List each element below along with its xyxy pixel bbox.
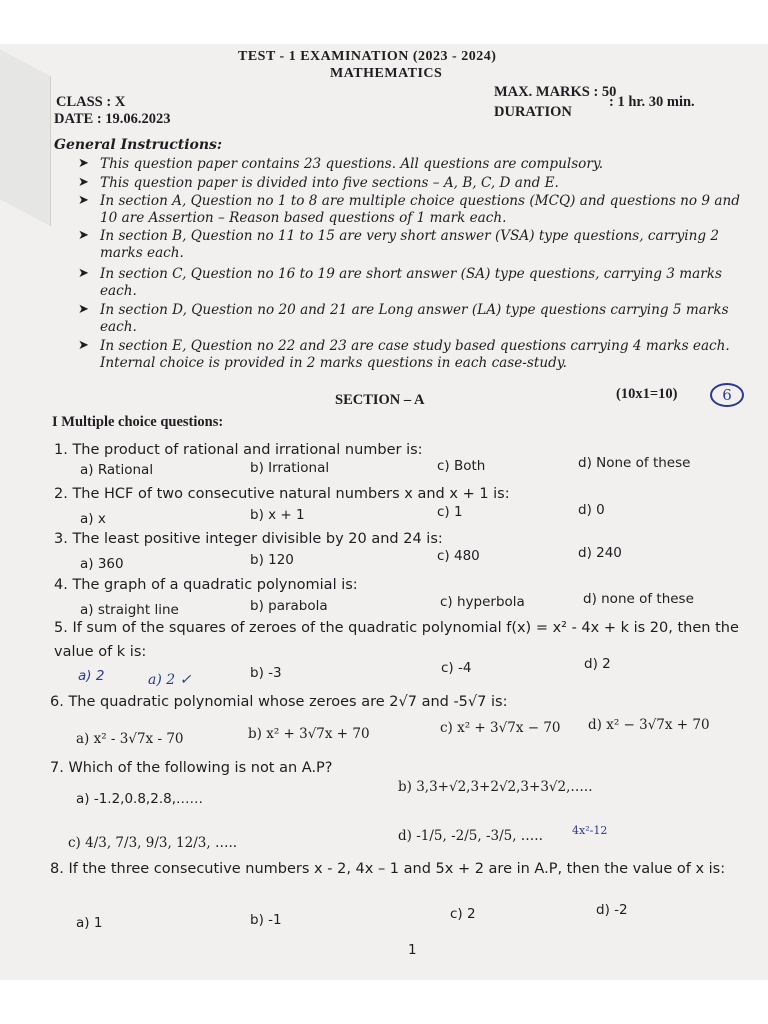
q2-option-d: d) 0 (578, 502, 605, 518)
instruction-item: ➤ In section C, Question no 16 to 19 are short answer (SA) type questions, carrying 3 marks each. (78, 266, 722, 299)
question-3: 3. The least positive integer divisible by 20 and 24 is: (54, 531, 443, 547)
arrow-icon: ➤ (78, 302, 89, 317)
subject-title: MATHEMATICS (330, 66, 443, 81)
q2-option-c: c) 1 (437, 504, 463, 520)
q3-option-c: c) 480 (437, 548, 480, 564)
q7-option-d: d) -1/5, -2/5, -3/5, ….. (398, 828, 543, 844)
class-label: CLASS : X (56, 94, 126, 110)
instruction-item: ➤ This question paper is divided into five sections – A, B, C, D and E. (78, 175, 559, 191)
q1-option-a: a) Rational (80, 462, 154, 478)
q4-option-b: b) parabola (250, 598, 328, 614)
q2-option-a: a) x (80, 511, 106, 527)
exam-title: TEST - 1 EXAMINATION (2023 - 2024) (238, 49, 497, 64)
instruction-item: ➤ In section B, Question no 11 to 15 are very short answer (VSA) type questions, carrying 2 marks each. (78, 228, 720, 261)
q7-option-c: c) 4/3, 7/3, 9/3, 12/3, ….. (68, 835, 238, 851)
q3-option-b: b) 120 (250, 552, 294, 568)
part-heading: I Multiple choice questions: (52, 414, 224, 430)
arrow-icon: ➤ (78, 175, 89, 190)
question-8: 8. If the three consecutive numbers x - 2, 4x – 1 and 5x + 2 are in A.P, then the value of x is: (50, 861, 726, 877)
instruction-item: ➤ This question paper contains 23 questions. All questions are compulsory. (78, 156, 604, 172)
arrow-icon: ➤ (78, 193, 89, 208)
q8-option-d: d) -2 (596, 902, 628, 918)
instructions-heading: General Instructions: (54, 137, 223, 153)
q1-option-b: b) Irrational (250, 460, 330, 476)
instruction-item: ➤ In section A, Question no 1 to 8 are multiple choice questions (MCQ) and questions no 9 and 10 are Assertion – Reason based questions of 1 mark each. (78, 193, 740, 226)
q4-option-c: c) hyperbola (440, 594, 525, 610)
q2-option-b: b) x + 1 (250, 507, 305, 523)
question-6: 6. The quadratic polynomial whose zeroes are 2√7 and -5√7 is: (50, 694, 508, 710)
q6-option-a: a) x² - 3√7x - 70 (76, 731, 184, 747)
q3-option-a: a) 360 (80, 556, 124, 572)
question-4: 4. The graph of a quadratic polynomial is: (54, 577, 358, 593)
q4-option-a: a) straight line (80, 602, 179, 618)
q8-option-b: b) -1 (250, 912, 282, 928)
date-label: DATE : 19.06.2023 (54, 111, 171, 127)
q4-option-d: d) none of these (583, 591, 694, 607)
question-7: 7. Which of the following is not an A.P? (50, 760, 333, 776)
q5-option-b: b) -3 (250, 665, 282, 681)
duration-value: : 1 hr. 30 min. (609, 94, 695, 110)
q6-option-c: c) x² + 3√7x − 70 (440, 720, 561, 736)
q8-option-c: c) 2 (450, 906, 476, 922)
question-2: 2. The HCF of two consecutive natural numbers x and x + 1 is: (54, 486, 510, 502)
max-marks: MAX. MARKS : 50 (494, 84, 617, 100)
q6-option-b: b) x² + 3√7x + 70 (248, 726, 370, 742)
instruction-item: ➤ In section E, Question no 22 and 23 are case study based questions carrying 4 marks each. Internal choice is provided in 2 marks questions in each case-study. (78, 338, 730, 371)
q5-option-d: d) 2 (584, 656, 611, 672)
instruction-item: ➤ In section D, Question no 20 and 21 are Long answer (LA) type questions carrying 5 marks each. (78, 302, 729, 335)
q5-handwritten-answer: a) 2 ✓ (148, 672, 192, 688)
arrow-icon: ➤ (78, 156, 89, 171)
q1-option-d: d) None of these (578, 455, 691, 471)
question-1: 1. The product of rational and irrational number is: (54, 442, 423, 458)
q5-option-c: c) -4 (441, 660, 472, 676)
arrow-icon: ➤ (78, 228, 89, 243)
q1-option-c: c) Both (437, 458, 486, 474)
page-number: 1 (408, 942, 417, 958)
q8-option-a: a) 1 (76, 915, 103, 931)
question-5: 5. If sum of the squares of zeroes of the quadratic polynomial f(x) = x² - 4x + k is 20, then the value of k is: (54, 620, 739, 660)
arrow-icon: ➤ (78, 266, 89, 281)
q5-option-a: a) 2 (78, 668, 105, 684)
q3-option-d: d) 240 (578, 545, 622, 561)
q6-option-d: d) x² − 3√7x + 70 (588, 717, 710, 733)
q7-option-b: b) 3,3+√2,3+2√2,3+3√2,….. (398, 779, 593, 795)
duration-label: DURATION (494, 104, 572, 120)
margin-note: 4x²-12 (572, 824, 608, 837)
section-marks: (10x1=10) (616, 386, 678, 402)
section-title: SECTION – A (335, 392, 425, 408)
q7-option-a: a) -1.2,0.8,2.8,…… (76, 791, 203, 807)
score-mark: 6 (710, 383, 744, 407)
arrow-icon: ➤ (78, 338, 89, 353)
